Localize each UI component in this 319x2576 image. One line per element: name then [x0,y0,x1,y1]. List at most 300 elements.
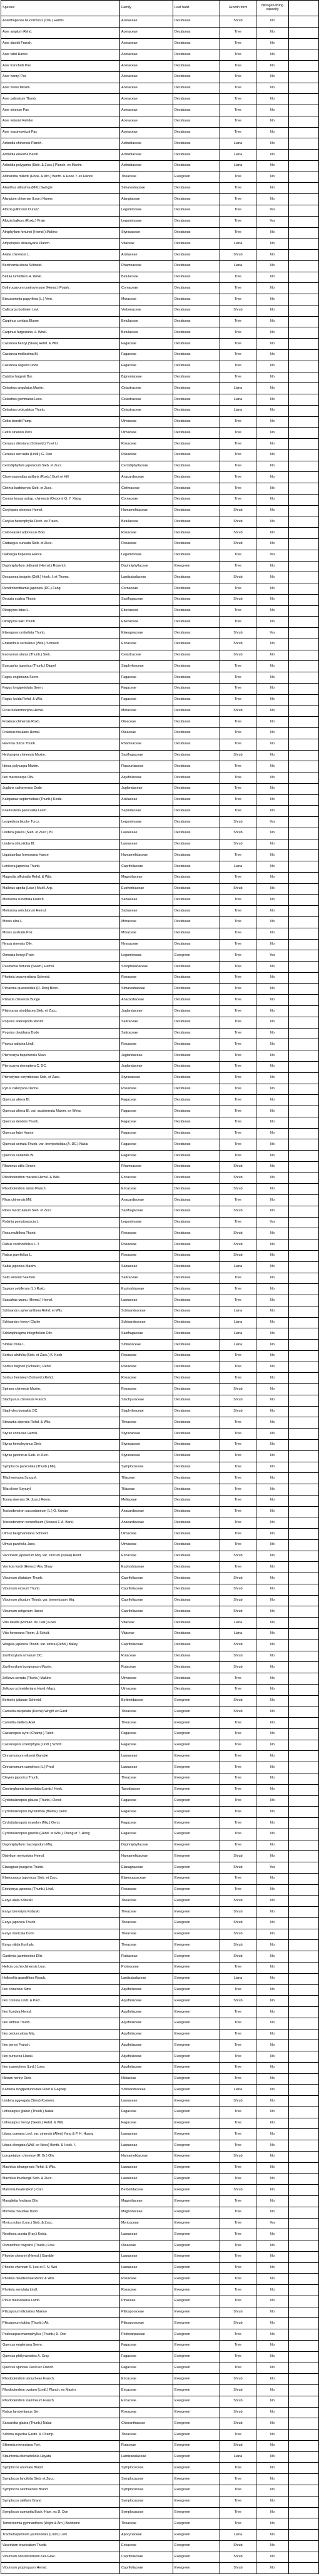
cell-family: Fagaceae [120,2363,173,2374]
cell-leaf-habit: Evergreen [173,1718,220,1729]
cell-family: Daphniphyllaceae [120,561,173,572]
cell-family: Rosaceae [120,2407,173,2418]
cell-family: Araliaceae [120,16,173,28]
cell-leaf-habit: Evergreen [173,2485,220,2496]
cell-nitrogen-fixing: No [256,1017,289,1028]
cell-growth-form: Tree [220,1484,256,1496]
cell-leaf-habit: Evergreen [173,2507,220,2518]
cell-nitrogen-fixing: No [256,1562,289,1573]
cell-blank [289,605,319,617]
table-row [1,661,319,672]
cell-species: Hydrangea chinensis Maxim. [1,750,120,761]
table-row [1,1896,319,1907]
table-row [1,672,319,684]
cell-growth-form: Shrub [220,528,256,539]
cell-growth-form: Tree [220,1139,256,1151]
table-row [1,2285,319,2296]
cell-leaf-habit: Deciduous [173,327,220,339]
cell-leaf-habit: Evergreen [173,2162,220,2173]
cell-nitrogen-fixing: No [256,116,289,127]
cell-family: Rosaceae [120,972,173,983]
cell-blank [289,1128,319,1139]
cell-blank [289,1006,319,1017]
cell-family: Aceraceae [120,61,173,72]
cell-nitrogen-fixing: No [256,1239,289,1251]
cell-blank [289,1495,319,1506]
cell-growth-form: Tree [220,71,256,83]
cell-nitrogen-fixing: No [256,2351,289,2363]
cell-growth-form: Tree [220,550,256,561]
cell-blank [289,216,319,227]
cell-species: Stauntonia obovatifoliola Hayata [1,2451,120,2463]
cell-species: Cerasus dielsiana (Schneid.) Yu et Li [1,439,120,450]
cell-growth-form: Tree [220,605,256,617]
cell-growth-form: Tree [220,461,256,472]
cell-species: Ilex chinensis Sims [1,1984,120,1996]
cell-leaf-habit: Evergreen [173,2173,220,2185]
cell-blank [289,2440,319,2451]
cell-species: Lespedeza bicolor Turcz. [1,817,120,828]
cell-blank [289,1873,319,1884]
cell-nitrogen-fixing: No [256,928,289,939]
cell-family: Leguminosae [120,1217,173,1228]
cell-blank [289,1273,319,1284]
cell-growth-form: Tree [220,583,256,595]
cell-family: Fagaceae [120,1728,173,1740]
cell-blank [289,227,319,239]
cell-species: Loropetalum chinense (R. Br.) Oliv. [1,2152,120,2163]
cell-species: Picrasma quassioides (D. Don) Benn. [1,983,120,995]
cell-nitrogen-fixing: No [256,1261,289,1273]
cell-nitrogen-fixing: No [256,1173,289,1184]
table-row [1,49,319,61]
cell-family: Fagaceae [120,672,173,684]
cell-nitrogen-fixing: No [256,639,289,650]
cell-growth-form: Tree [220,2341,256,2352]
cell-leaf-habit: Deciduous [173,839,220,850]
table-row [1,628,319,639]
cell-leaf-habit: Evergreen [173,2240,220,2252]
table-row [1,2240,319,2252]
cell-blank [289,1384,319,1395]
cell-nitrogen-fixing: No [256,1440,289,1451]
table-row [1,1951,319,1963]
cell-nitrogen-fixing: No [256,1506,289,1517]
cell-leaf-habit: Evergreen [173,1940,220,1951]
cell-blank [289,1295,319,1306]
table-row [1,1673,319,1685]
cell-family: Actinidiaceae [120,160,173,172]
cell-blank [289,1996,319,2007]
cell-family: Rosaceae [120,528,173,539]
cell-growth-form: Tree [220,361,256,372]
cell-nitrogen-fixing: No [256,1484,289,1496]
cell-leaf-habit: Deciduous [173,250,220,261]
table-row [1,839,319,850]
cell-leaf-habit: Deciduous [173,794,220,806]
cell-leaf-habit: Evergreen [173,2229,220,2240]
cell-nitrogen-fixing: No [256,1807,289,1818]
cell-family: Ericaceae [120,1184,173,1195]
cell-family: Tiliaceae [120,1484,173,1496]
cell-growth-form: Shrub [220,1595,256,1606]
table-row [1,1206,319,1217]
cell-leaf-habit: Deciduous [173,883,220,895]
cell-growth-form: Shrub [220,2407,256,2418]
cell-nitrogen-fixing: No [256,1706,289,1718]
cell-nitrogen-fixing: No [256,2485,289,2496]
table-row [1,2430,319,2441]
cell-family: Celastraceae [120,383,173,394]
cell-growth-form: Shrub [220,706,256,717]
cell-nitrogen-fixing: No [256,461,289,472]
cell-species: Styrax hemsleyanus Diels [1,1440,120,1451]
table-row [1,750,319,761]
cell-leaf-habit: Deciduous [173,1373,220,1384]
cell-nitrogen-fixing: No [256,1618,289,1629]
cell-family: Fagaceae [120,339,173,350]
cell-blank [289,661,319,672]
cell-nitrogen-fixing: No [256,1851,289,1862]
cell-leaf-habit: Deciduous [173,1228,220,1239]
cell-species: Fagus lucida Rehd. & Wils. [1,694,120,706]
cell-species: Lindera obtusiloba Bl. [1,839,120,850]
cell-species: Corylus heterophylla Fisch. ex Trautv. [1,516,120,528]
cell-family: Lauraceae [120,2262,173,2274]
cell-leaf-habit: Deciduous [173,850,220,861]
cell-nitrogen-fixing: No [256,850,289,861]
cell-family: Caprifoliaceae [120,2563,173,2574]
table-row [1,1373,319,1384]
cell-family: Anacardiaceae [120,1506,173,1517]
cell-family: Theaceae [120,1907,173,1918]
cell-blank [289,1250,319,1261]
cell-leaf-habit: Evergreen [173,1829,220,1840]
cell-nitrogen-fixing: No [256,650,289,661]
cell-growth-form: Shrub [220,516,256,528]
cell-leaf-habit: Evergreen [173,2106,220,2118]
cell-species: Bothrocaryum controversum (Hemsl.) Pojark. [1,283,120,294]
cell-blank [289,1340,319,1351]
cell-leaf-habit: Deciduous [173,1317,220,1328]
cell-family: Theaceae [120,1706,173,1718]
table-row [1,2106,319,2118]
cell-blank [289,250,319,261]
cell-species: Elaeocarpus japonicus Sieb. et Zucc. [1,1873,120,1884]
table-row [1,1996,319,2007]
cell-blank [289,2251,319,2262]
table-row [1,2162,319,2173]
cell-blank [289,2351,319,2363]
table-row [1,105,319,116]
cell-leaf-habit: Deciduous [173,1217,220,1228]
cell-species: Diospyros lotus L. [1,605,120,617]
table-row [1,1050,319,1062]
cell-nitrogen-fixing: No [256,906,289,917]
cell-species: Styrax confusus Hemsl. [1,1429,120,1440]
table-row [1,1651,319,1662]
table-row [1,583,319,595]
cell-species: Celtis sinensis Pers. [1,428,120,439]
table-row [1,1429,319,1440]
cell-nitrogen-fixing: No [256,2407,289,2418]
cell-species: Juglans cathayensis Dode [1,783,120,794]
cell-leaf-habit: Deciduous [173,605,220,617]
cell-species: Acer franchetii Pax [1,61,120,72]
cell-growth-form: Tree [220,1840,256,1851]
cell-species: Ilex ficoidea Hemsl. [1,2007,120,2018]
cell-family: Styracaceae [120,1440,173,1451]
cell-growth-form: Tree [220,1773,256,1784]
cell-leaf-habit: Deciduous [173,572,220,583]
cell-leaf-habit: Evergreen [173,2096,220,2107]
cell-family: Aceraceae [120,94,173,105]
cell-growth-form: Tree [220,1684,256,1695]
cell-species: Cinnamomum camphora (L.) Presl [1,1762,120,1773]
cell-family: Saxifragaceae [120,1328,173,1340]
cell-family: Fagaceae [120,2351,173,2363]
table-row [1,205,319,217]
table-row [1,472,319,483]
table-row [1,1284,319,1295]
cell-family: Aquifoliaceae [120,2007,173,2018]
cell-growth-form: Tree [220,449,256,461]
cell-species: Eurya japonica Thunb. [1,1917,120,1929]
cell-leaf-habit: Deciduous [173,1106,220,1117]
cell-family: Fagaceae [120,2106,173,2118]
cell-family: Styracaceae [120,227,173,239]
table-row [1,694,319,706]
cell-growth-form: Tree [220,2507,256,2518]
cell-family: Rubiaceae [120,1951,173,1963]
cell-family: Rosaceae [120,439,173,450]
cell-leaf-habit: Evergreen [173,2385,220,2396]
cell-species: Symplocos setchuensis Brand [1,2485,120,2496]
cell-growth-form: Tree [220,416,256,428]
cell-leaf-habit: Deciduous [173,1417,220,1429]
cell-growth-form: Tree [220,2062,256,2073]
cell-nitrogen-fixing: No [256,572,289,583]
cell-leaf-habit: Deciduous [173,194,220,205]
cell-leaf-habit: Deciduous [173,27,220,38]
cell-leaf-habit: Evergreen [173,2451,220,2463]
cell-family: Elaeagnaceae [120,1862,173,1874]
cell-leaf-habit: Evergreen [173,1851,220,1862]
cell-leaf-habit: Deciduous [173,617,220,628]
cell-family: Theaceae [120,1417,173,1429]
cell-nitrogen-fixing: No [256,2329,289,2341]
cell-nitrogen-fixing: No [256,1840,289,1851]
cell-blank [289,1840,319,1851]
table-row [1,160,319,172]
cell-blank [289,305,319,316]
table-row [1,895,319,906]
cell-blank [289,1629,319,1640]
cell-leaf-habit: Evergreen [173,2207,220,2218]
table-row [1,1139,319,1151]
table-row [1,2329,319,2341]
cell-family: Lauraceae [120,2229,173,2240]
cell-growth-form: Tree [220,739,256,750]
table-row [1,1306,319,1317]
cell-species: Schima superba Gardn. & Champ. [1,2430,120,2441]
cell-blank [289,1039,319,1050]
cell-leaf-habit: Deciduous [173,1284,220,1295]
cell-leaf-habit: Evergreen [173,1840,220,1851]
cell-nitrogen-fixing: Yes [256,216,289,227]
cell-leaf-habit: Deciduous [173,1095,220,1106]
cell-species: Acer fabri Hance [1,49,120,61]
cell-nitrogen-fixing: No [256,839,289,850]
cell-family: Sabiaceae [120,1261,173,1273]
cell-nitrogen-fixing: No [256,694,289,706]
cell-nitrogen-fixing: No [256,2374,289,2385]
cell-leaf-habit: Deciduous [173,1606,220,1618]
cell-species: Nyssa sinensis Oliv. [1,939,120,950]
table-row [1,1095,319,1106]
cell-blank [289,116,319,127]
cell-family: Anacardiaceae [120,1195,173,1206]
cell-blank [289,405,319,416]
cell-species: Lithocarpus henryi (Seem.) Rehd. & Wils. [1,2118,120,2129]
cell-growth-form: Tree [220,683,256,694]
cell-blank [289,1551,319,1562]
cell-species: Eriobotrya japonica (Thunb.) Lindl. [1,1884,120,1896]
cell-species: Rhododendron ovatum (Lindl.) Planch. ex Maxim. [1,2385,120,2396]
cell-blank [289,650,319,661]
cell-nitrogen-fixing: No [256,1873,289,1884]
cell-leaf-habit: Deciduous [173,1640,220,1651]
cell-species: Populus adenopoda Maxim. [1,1017,120,1028]
cell-growth-form: Shrub [220,828,256,839]
cell-leaf-habit: Deciduous [173,116,220,127]
cell-species: Vaccinium bracteatum Thunb. [1,2540,120,2552]
cell-species: Pyrus calleryana Decne. [1,1084,120,1095]
cell-blank [289,2062,319,2073]
cell-blank [289,2496,319,2507]
table-row [1,2262,319,2274]
cell-leaf-habit: Deciduous [173,1618,220,1629]
cell-family: Ulmaceae [120,1673,173,1685]
cell-nitrogen-fixing: No [256,361,289,372]
cell-blank [289,1084,319,1095]
cell-species: Pistacia chinensis Bunge [1,995,120,1006]
cell-leaf-habit: Deciduous [173,1539,220,1551]
cell-nitrogen-fixing: No [256,49,289,61]
cell-species: Zanthoxylum armatum DC. [1,1651,120,1662]
cell-blank [289,1517,319,1529]
cell-blank [289,1350,319,1362]
table-row [1,1862,319,1874]
cell-nitrogen-fixing: No [256,2162,289,2173]
cell-blank [289,2073,319,2085]
table-row [1,2185,319,2196]
cell-leaf-habit: Deciduous [173,1239,220,1251]
cell-blank [289,1117,319,1128]
cell-family: Caprifoliaceae [120,1640,173,1651]
cell-species: Populus davidiana Dode [1,1028,120,1039]
cell-blank [289,1618,319,1629]
table-row [1,1462,319,1473]
cell-leaf-habit: Deciduous [173,1161,220,1173]
table-row [1,1495,319,1506]
cell-leaf-habit: Evergreen [173,1728,220,1740]
cell-growth-form: Tree [220,49,256,61]
cell-family: Fagaceae [120,1139,173,1151]
cell-family: Ulmaceae [120,1539,173,1551]
cell-blank [289,205,319,217]
cell-blank [289,1195,319,1206]
table-row [1,94,319,105]
cell-family: Lauraceae [120,2129,173,2140]
table-header-row [1,1,319,16]
cell-nitrogen-fixing: No [256,283,289,294]
cell-nitrogen-fixing: No [256,1117,289,1128]
cell-family: Rosaceae [120,1384,173,1395]
table-row [1,1384,319,1395]
cell-growth-form: Tree [220,2496,256,2507]
cell-species: Rubus corchorifolius L. f. [1,1239,120,1251]
cell-blank [289,2274,319,2285]
cell-growth-form: Tree [220,2196,256,2207]
cell-species: Tilia henryana Szyszyl. [1,1473,120,1484]
cell-blank [289,1818,319,1829]
cell-species: Actinidia chinensis Planch. [1,138,120,150]
cell-nitrogen-fixing: No [256,706,289,717]
table-row [1,239,319,250]
cell-nitrogen-fixing: No [256,761,289,772]
table-body [1,16,319,2574]
cell-species: Sorbus folgneri (Schneid.) Rehd. [1,1362,120,1373]
table-row [1,2374,319,2385]
cell-nitrogen-fixing: No [256,1273,289,1284]
table-row [1,2173,319,2185]
cell-species: Eurya muricata Dunn [1,1929,120,1940]
cell-leaf-habit: Deciduous [173,1506,220,1517]
cell-growth-form: Liana [220,383,256,394]
cell-growth-form: Tree [220,2285,256,2296]
cell-nitrogen-fixing: No [256,683,289,694]
cell-blank [289,1050,319,1062]
cell-species: Distylium myricoides Hemsl. [1,1851,120,1862]
cell-family: Fagaceae [120,1106,173,1117]
table-row [1,1640,319,1651]
cell-leaf-habit: Deciduous [173,49,220,61]
cell-nitrogen-fixing: No [256,1050,289,1062]
table-row [1,1962,319,1973]
cell-family: Juglandaceae [120,783,173,794]
table-row [1,861,319,873]
cell-family: Betulaceae [120,516,173,528]
cell-nitrogen-fixing: No [256,405,289,416]
cell-family: Simaroubaceae [120,183,173,194]
cell-growth-form: Shrub [220,1896,256,1907]
cell-growth-form: Tree [220,995,256,1006]
cell-blank [289,2485,319,2496]
cell-growth-form: Tree [220,1039,256,1050]
cell-leaf-habit: Evergreen [173,1996,220,2007]
table-row [1,883,319,895]
cell-blank [289,1306,319,1317]
cell-species: Styrax japonicus Sieb. et Zucc. [1,1450,120,1462]
cell-family: Ebenaceae [120,605,173,617]
cell-family: Fagaceae [120,1740,173,1751]
cell-nitrogen-fixing: No [256,16,289,28]
cell-leaf-habit: Deciduous [173,105,220,116]
cell-nitrogen-fixing: No [256,783,289,794]
cell-family: Lauraceae [120,1295,173,1306]
cell-species: Magnolia officinalis Rehd. & Wils. [1,872,120,883]
